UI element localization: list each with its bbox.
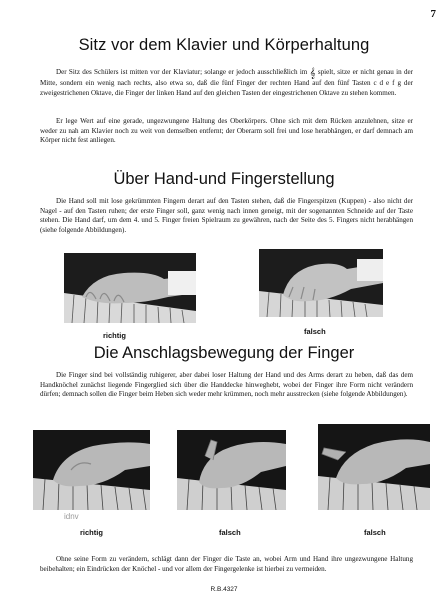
photo-finger-falsch-1: [177, 430, 286, 510]
section-heading-sitz: Sitz vor dem Klavier und Körperhaltung: [78, 36, 370, 54]
paragraph-closing-text: Ohne seine Form zu verändern, schlägt dann der Finger die Taste an, wobei Arm und Hand ihre ungezwungene Haltung beibehalten; ein Eindrücken der Knöchel - und vor allem der Fingergelenke ist hierbei zu vermeiden.: [40, 555, 413, 573]
caption-finger-falsch-1: falsch: [219, 528, 241, 537]
photo-hand-falsch: [259, 249, 383, 317]
paragraph-sitz-2-text: Er lege Wert auf eine gerade, ungezwungene Haltung des Oberkörpers. Ohne sich mit dem Rücken anzulehnen, sitze er weder zu nah am Klavier noch zu weit von demselben entfernt; der Oberarm soll frei und lose herabhängen, er darf demnach am Körper nicht fest anliegen.: [40, 117, 413, 145]
paragraph-anschlag: [40, 371, 413, 400]
photo-hand-richtig: [64, 253, 196, 323]
caption-finger-richtig: richtig: [80, 528, 103, 537]
paragraph-closing: [40, 555, 413, 574]
photo-finger-falsch-2: [318, 424, 430, 510]
caption-finger-falsch-2: falsch: [364, 528, 386, 537]
photo-finger-richtig: [33, 430, 150, 510]
paragraph-sitz-1: [40, 68, 413, 98]
paragraph-anschlag-text: Die Finger sind bei vollständig ruhigerer, aber dabei loser Haltung der Hand und des Arms derart zu heben, daß das dem Handknöchel zunächst liegende Fingerglied sich über die Handdecke hinweghebt, wobei der Finger ihre Form nicht verändern dürfen; demnach sollen die Finger beim Heben sich weder mehr krümmen, noch mehr ausstrecken (siehe folgende Abbildungen).: [40, 371, 413, 399]
paragraph-sitz-1-text-b: spielt, sitze er nicht genau in der Mitte, sondern ein wenig nach rechts, also etwa so, daß die fünf Finger der rechten Hand auf den fünf Tasten c d e f g der zweigestrichenen Oktave, die Finger der linken Hand auf den gleichen Tasten der eingestrichenen Oktave zu stehen kommen.: [40, 68, 414, 97]
page-number: 7: [430, 8, 436, 20]
treble-clef-icon: 𝄞: [309, 68, 316, 79]
section-heading-anschlag: Die Anschlagsbewegung der Finger: [93, 344, 355, 362]
paragraph-hand-text: Die Hand soll mit lose gekrümmten Fingern derart auf den Tasten stehen, daß die Fingerspitzen (Kuppen) - also nicht der Nagel - auf den Tasten ruhen; der erste Finger soll, ganz wenig nach innen geneigt, mit der sogenannten Schneide auf der Taste stehen. Die Hand darf, um dem 4. und 5. Finger freien Spielraum zu gewähren, nach der Seite des 5. Fingers nicht herabhängen (siehe folgende Abbildungen).: [40, 197, 413, 234]
caption-hand-falsch: falsch: [304, 327, 326, 336]
caption-hand-richtig: richtig: [103, 331, 126, 340]
section-heading-hand: Über Hand-und Fingerstellung: [113, 170, 335, 188]
paragraph-hand: [40, 197, 413, 235]
paragraph-sitz-2: [40, 117, 413, 146]
footer-catalog-number: R.B.4327: [210, 586, 238, 593]
paragraph-sitz-1-text-a: Der Sitz des Schülers ist mitten vor der Klaviatur; solange er jedoch ausschließlich im: [56, 68, 308, 76]
watermark-text: idnv: [64, 512, 79, 521]
